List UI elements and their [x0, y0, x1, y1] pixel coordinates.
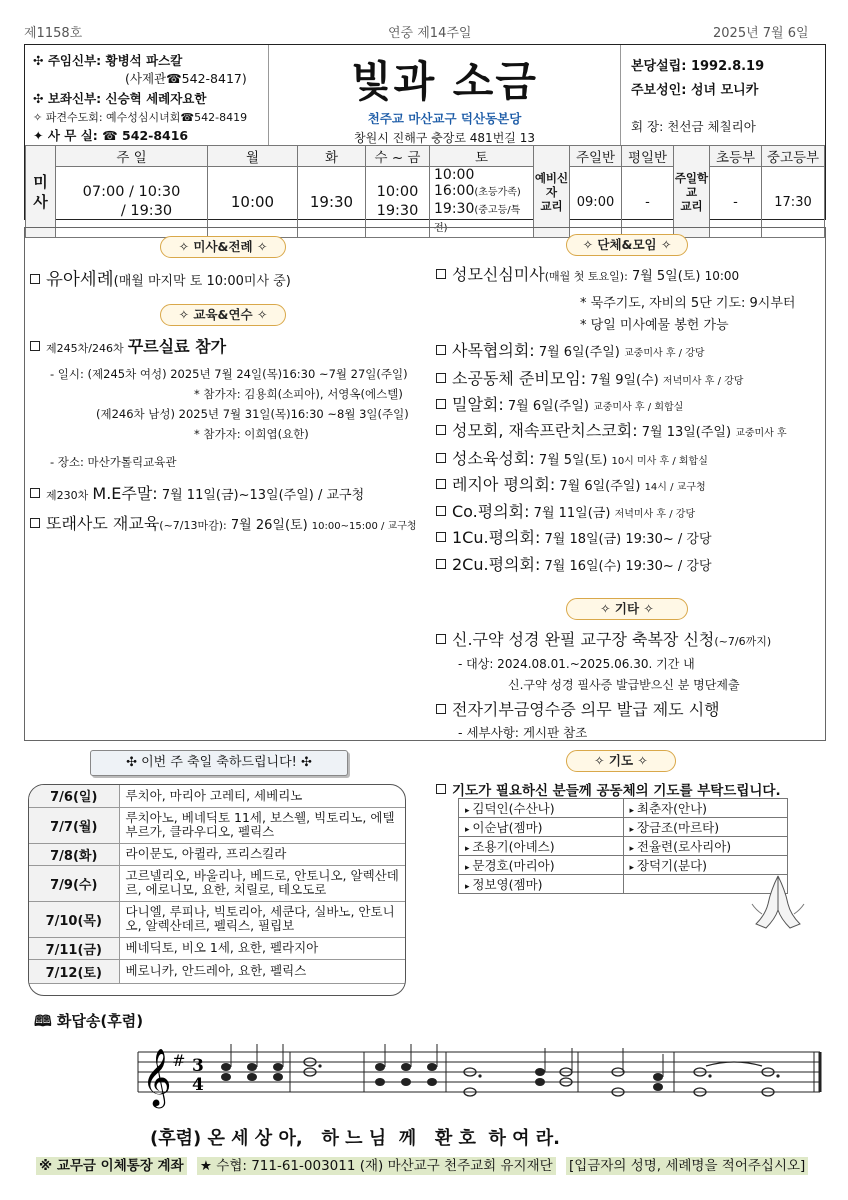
saturday-times: 10:00 16:00(초등가족) 19:30(중고등/특전) [430, 167, 534, 238]
prayer-row [459, 856, 788, 875]
svg-text:4: 4 [192, 1075, 204, 1095]
infant-baptism-item: 유아세례(매월 마지막 토 10:00미사 중) [30, 266, 291, 291]
feast-date: 7/10(목) [29, 901, 119, 937]
col-sunday-class: 주일반 [570, 146, 622, 167]
feast-date: 7/11(금) [29, 937, 119, 959]
col-wed-fri: 수 ~ 금 [366, 146, 430, 167]
bullet-icon: ▸ [629, 806, 637, 816]
prayer-name: ▸ 최춘자(안나) [623, 799, 788, 818]
rosary-note: * 당일 미사예물 봉헌 가능 [580, 318, 729, 333]
cursillo-dates-men: (제246차 남성) 2025년 7월 31일(목)16:30 ~8월 3일(주일) [96, 407, 409, 421]
cursillo-participants-men: * 참가자: 이희엽(요한) [194, 427, 309, 441]
feast-date: 7/12(토) [29, 959, 119, 983]
catechumen-label: 예비신자 교리 [534, 146, 570, 238]
prayer-name: ▸ 김덕인(수산나) [459, 799, 624, 818]
prayer-row [459, 837, 788, 856]
bible-blessing-item: 신.구약 성경 완필 교구장 축복장 신청(~7/6까지) [436, 627, 771, 650]
book-icon: 🕮 [34, 1012, 52, 1030]
footer-account-label: ※ 교무금 이체통장 계좌 [36, 1157, 187, 1175]
bullet-icon: ▸ [465, 806, 473, 816]
col-monday: 월 [208, 146, 298, 167]
feast-saints: 고르넬리오, 바울리나, 베드로, 안토니오, 알렉산데르, 에로니모, 요한, 치릴로, 테오도로 [119, 865, 405, 901]
founded-date: 본당설립: 1992.8.19 [631, 59, 765, 74]
prayer-row [459, 818, 788, 837]
psalm-music-staff [134, 1032, 824, 1116]
feast-row [29, 785, 405, 807]
issue-date: 2025년 7월 6일 [713, 26, 809, 41]
prayer-row [459, 875, 788, 894]
prayer-name: ▸ 문경호(마리아) [459, 856, 624, 875]
assistant-priest-line: ✣ 보좌신부: 신승혁 세례자요한 [33, 91, 207, 106]
group-meeting-item: 레지아 평의회: 7월 6일(주일) 14시 / 교구청 [436, 472, 706, 495]
elementary-time: - [710, 167, 762, 238]
feast-date: 7/7(월) [29, 807, 119, 843]
feast-date: 7/6(일) [29, 785, 119, 807]
group-meeting-item: 사목협의회: 7월 6일(주일) 교중미사 후 / 강당 [436, 338, 705, 361]
masthead [269, 45, 621, 145]
praying-hands-icon [748, 870, 808, 932]
group-meeting-item: 2Cu.평의회: 7월 16일(수) 19:30~ / 강당 [436, 552, 712, 575]
sunday-class-time: 09:00 [570, 167, 622, 238]
cursillo-dates-women: - 일시: (제245차 여성) 2025년 7월 24일(목)16:30 ~7월 27일(주일) [50, 367, 408, 381]
group-meeting-item: 소공동체 준비모임: 7월 9일(수) 저녁미사 후 / 강당 [436, 366, 743, 389]
bullet-icon: ▸ [465, 882, 473, 892]
feast-row [29, 901, 405, 937]
sunday-times: 07:00 / 10:30 / 19:30 [56, 167, 208, 238]
feast-row [29, 959, 405, 983]
feast-date: 7/9(수) [29, 865, 119, 901]
office-line: ✦ 사 무 실: ☎ 542-8416 [33, 128, 189, 143]
sunday-school-label: 주일학교 교리 [674, 146, 710, 238]
feast-row [29, 865, 405, 901]
section-mass-liturgy: ✧ 미사&전례 ✧ [160, 236, 286, 258]
wed-fri-times: 10:00 19:30 [366, 167, 430, 238]
col-tuesday: 화 [298, 146, 366, 167]
section-prayer: ✧ 기도 ✧ [566, 750, 676, 772]
feast-days-table [28, 784, 406, 996]
feast-row [29, 843, 405, 865]
bulletin-title: 빛과 소금 [351, 57, 538, 106]
feast-saints: 베로니카, 안드레아, 요한, 펠릭스 [119, 959, 405, 983]
group-meeting-item: 성모신심미사(매월 첫 토요일): 7월 5일(토) 10:00 [436, 262, 739, 285]
tuesday-time: 19:30 [298, 167, 366, 238]
weekday-class-time: - [622, 167, 674, 238]
bulletin-header [24, 44, 826, 234]
group-meeting-item: 밀알회: 7월 6일(주일) 교중미사 후 / 회합실 [436, 392, 683, 415]
col-saturday: 토 [430, 146, 534, 167]
feast-row [29, 937, 405, 959]
footer-bank-account: ★ 수협: 711-61-003011 (재) 마산교구 천주교회 유지재단 [197, 1157, 556, 1175]
svg-text:#: # [172, 1051, 186, 1070]
psalm-lyric: (후렴) 온 세 상 아, 하 느 님 께 환 호 하 여 라. [150, 1128, 561, 1149]
footer-deposit-note: [입금자의 성명, 세례명을 적어주십시오] [566, 1157, 808, 1175]
col-weekday-class: 평일반 [622, 146, 674, 167]
issue-number: 제1158호 [24, 26, 83, 41]
liturgical-week: 연중 제14주일 [388, 26, 472, 41]
prayer-name: ▸ 장덕기(분다) [623, 856, 788, 875]
prayer-request-intro: 기도가 필요하신 분들께 공동체의 기도를 부탁드립니다. [436, 779, 781, 799]
section-education: ✧ 교육&연수 ✧ [160, 304, 286, 326]
bullet-icon: ▸ [629, 863, 637, 873]
feast-date: 7/8(화) [29, 843, 119, 865]
feast-saints: 루치아노, 베네딕토 11세, 보스웰, 빅토리노, 에텔부르가, 클라우디오, 펠릭스 [119, 807, 405, 843]
donation-receipt-note: - 세부사항: 게시판 참조 [458, 725, 588, 740]
feast-saints: 베네딕토, 비오 1세, 요한, 펠라지아 [119, 937, 405, 959]
bullet-icon: ▸ [629, 825, 637, 835]
group-meeting-item: 1Cu.평의회: 7월 18일(금) 19:30~ / 강당 [436, 525, 712, 548]
bullet-icon: ▸ [465, 825, 473, 835]
prayer-name: ▸ 전율련(로사리아) [623, 837, 788, 856]
prayer-row [459, 799, 788, 818]
feast-days-title: ✣ 이번 주 축일 축하드립니다! ✣ [90, 750, 348, 776]
psalm-heading: 🕮 화답송(후렴) [34, 1012, 144, 1030]
mass-schedule-table [25, 145, 825, 238]
prayer-list-table [458, 798, 788, 894]
bullet-icon: ▸ [465, 844, 473, 854]
col-middle-high: 중고등부 [762, 146, 825, 167]
feast-saints: 다니엘, 루피나, 빅토리아, 세쿤다, 실바노, 안토니오, 알렉산데르, 펠릭스, 필립보 [119, 901, 405, 937]
council-chair: 회 장: 천선금 체칠리아 [631, 119, 756, 134]
section-etc: ✧ 기타 ✧ [566, 598, 688, 620]
patron-saint: 주보성인: 성녀 모니카 [631, 83, 759, 98]
svg-text:3: 3 [192, 1056, 204, 1076]
cursillo-participants-women: * 참가자: 김용희(소피아), 서영옥(에스텔) [194, 387, 403, 401]
mass-label: 미 사 [26, 146, 56, 238]
parish-info [621, 45, 827, 145]
section-groups: ✧ 단체&모임 ✧ [566, 234, 688, 256]
rosary-note: * 묵주기도, 자비의 5단 기도: 9시부터 [580, 296, 796, 311]
parish-name: 천주교 마산교구 덕산동본당 [367, 111, 522, 126]
feast-saints: 라이문도, 아퀼라, 프리스킬라 [119, 843, 405, 865]
pastor-line: ✣ 주임신부: 황병석 파스칼 [33, 53, 183, 68]
me-weekend-item: 제230차 M.E주말: 7월 11일(금)~13일(주일) / 교구청 [30, 481, 364, 504]
feast-row [29, 807, 405, 843]
bullet-icon: ▸ [465, 863, 473, 873]
cursillo-venue: - 장소: 마산가톨릭교육관 [50, 455, 177, 469]
parish-address: 창원시 진해구 충장로 481번길 13 [354, 131, 535, 145]
col-elementary: 초등부 [710, 146, 762, 167]
bullet-icon: ▸ [629, 844, 637, 854]
top-line [0, 0, 848, 44]
monday-time: 10:00 [208, 167, 298, 238]
group-meeting-item: 성모회, 재속프란치스코회: 7월 13일(주일) 교중미사 후 [436, 418, 787, 441]
svg-text:𝄞: 𝄞 [142, 1048, 172, 1106]
cursillo-item: 제245차/246차 꾸르실료 참가 [30, 334, 226, 357]
donation-receipt-item: 전자기부금영수증 의무 발급 제도 시행 [436, 697, 720, 720]
rectory-phone: (사제관☎542-8417) [125, 71, 247, 86]
prayer-name: ▸ 조용기(아녜스) [459, 837, 624, 856]
prayer-name: ▸ 장금조(마르타) [623, 818, 788, 837]
convent-line: ✧ 파견수도회: 예수성심시녀회☎542-8419 [33, 111, 248, 124]
clergy-info [25, 45, 269, 145]
peer-apostle-item: 또래사도 재교육(~7/13마감): 7월 26일(토) 10:00~15:00 / 교구청 [30, 511, 417, 534]
middle-high-time: 17:30 [762, 167, 825, 238]
prayer-name: ▸ 이순남(젬마) [459, 818, 624, 837]
bible-target-detail: 신.구약 성경 필사증 발급받으신 분 명단제출 [508, 678, 740, 692]
group-meeting-item: 성소육성회: 7월 5일(토) 10시 미사 후 / 회합실 [436, 446, 708, 469]
col-sunday: 주 일 [56, 146, 208, 167]
prayer-name: ▸ 정보영(젬마) [459, 875, 624, 894]
group-meeting-item: Co.평의회: 7월 11일(금) 저녁미사 후 / 강당 [436, 499, 695, 522]
feast-saints: 루치아, 마리아 고레티, 세베리노 [119, 785, 405, 807]
bible-target: - 대상: 2024.08.01.~2025.06.30. 기간 내 [458, 657, 695, 671]
footer-account [36, 1154, 816, 1176]
